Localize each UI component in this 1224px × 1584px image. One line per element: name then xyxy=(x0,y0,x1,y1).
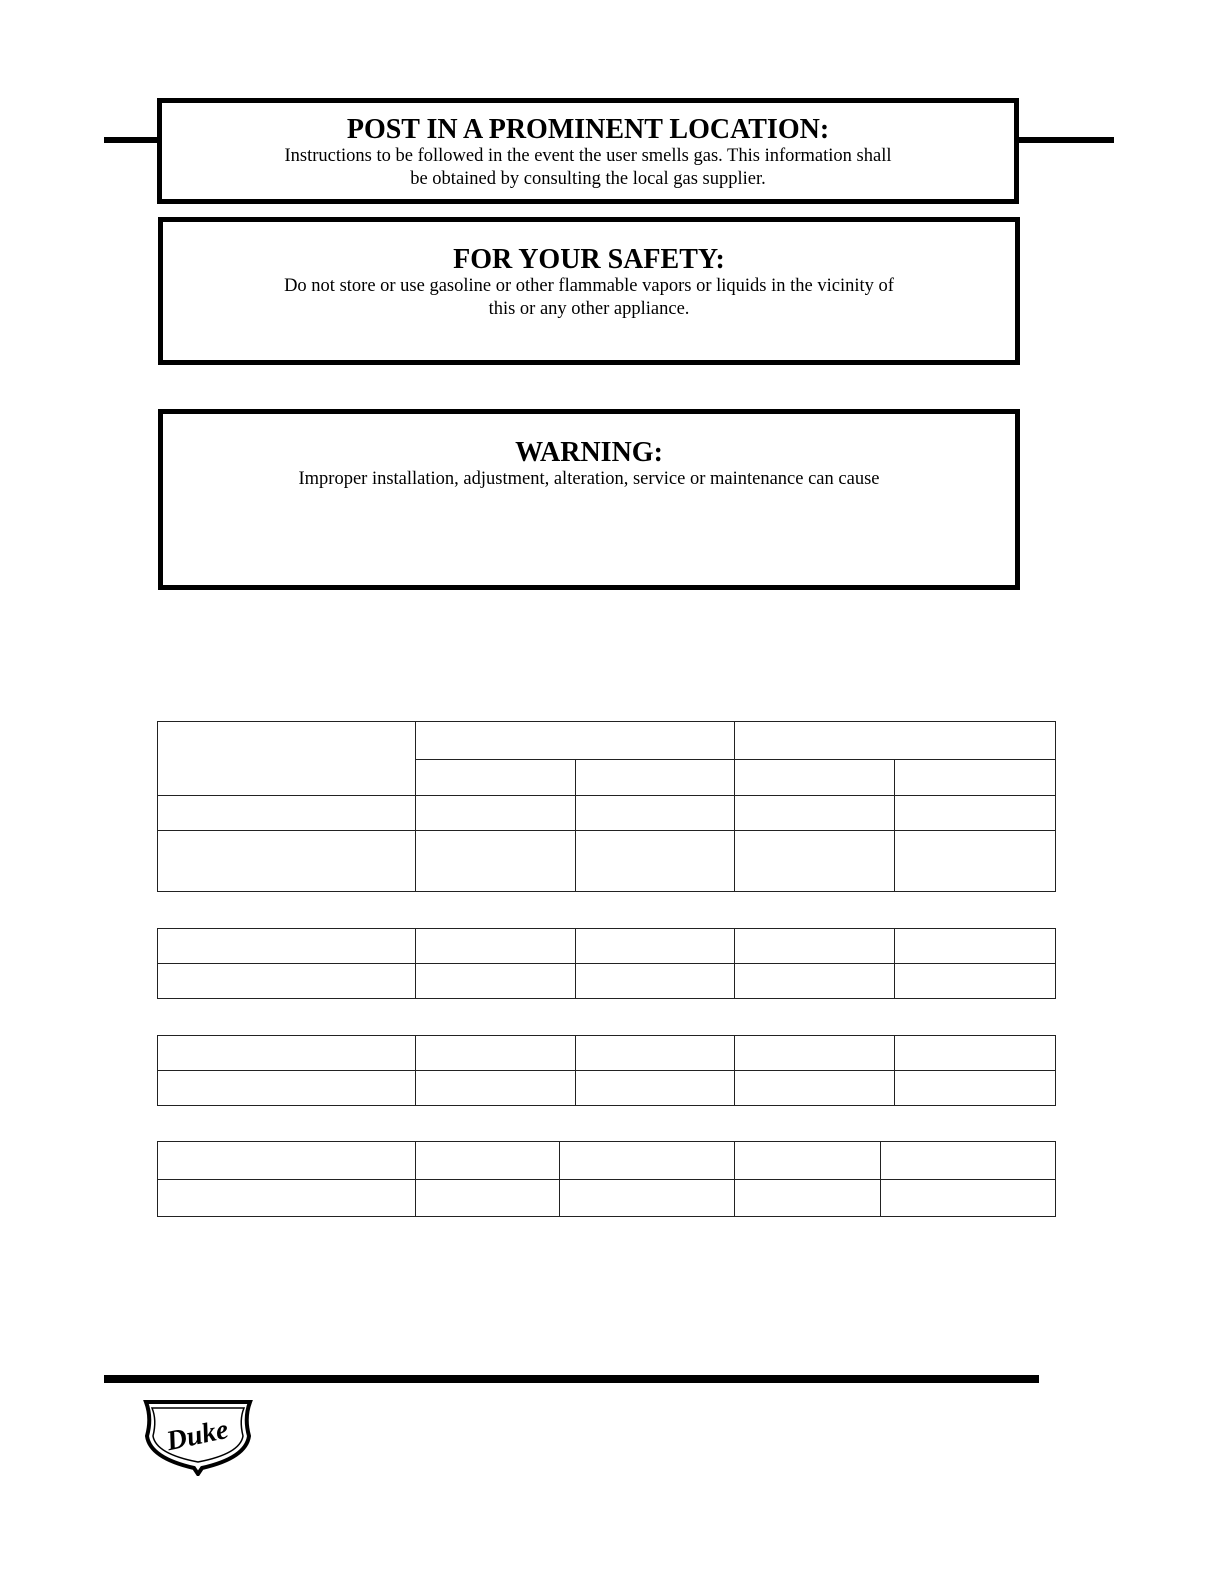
table-cell xyxy=(158,1036,416,1071)
table-cell xyxy=(576,964,735,999)
table-row xyxy=(158,831,1056,892)
table-cell xyxy=(158,1071,416,1106)
table-cell xyxy=(576,831,735,892)
table-cell xyxy=(895,760,1056,796)
table-cell xyxy=(895,929,1056,964)
table-row xyxy=(158,1142,1056,1180)
top-rule-left xyxy=(104,137,162,143)
table-cell xyxy=(735,796,895,831)
table-cell xyxy=(576,760,735,796)
table-header-group xyxy=(416,722,735,760)
spec-table-4 xyxy=(157,1141,1056,1217)
safety-heading: FOR YOUR SAFETY: xyxy=(453,244,725,275)
table-cell xyxy=(416,760,576,796)
table-cell xyxy=(735,929,895,964)
table-cell xyxy=(416,1142,560,1180)
table-cell xyxy=(416,929,576,964)
safety-line-1: Do not store or use gasoline or other flammable vapors or liquids in the vicinity of xyxy=(284,276,894,296)
post-location-notice xyxy=(157,98,1019,204)
table-cell xyxy=(416,1071,576,1106)
table-cell xyxy=(881,1142,1056,1180)
table-row xyxy=(158,796,1056,831)
table-row xyxy=(158,1071,1056,1106)
table-cell xyxy=(158,722,416,796)
top-rule-right xyxy=(1014,137,1114,143)
table-cell xyxy=(416,831,576,892)
footer-rule xyxy=(104,1375,1039,1383)
table-row xyxy=(158,929,1056,964)
table-cell xyxy=(576,929,735,964)
table-cell xyxy=(895,831,1056,892)
table-row xyxy=(158,1180,1056,1217)
table-cell xyxy=(735,760,895,796)
table-cell xyxy=(576,796,735,831)
table-cell xyxy=(158,831,416,892)
post-location-line-2: be obtained by consulting the local gas supplier. xyxy=(410,169,766,189)
table-cell xyxy=(735,831,895,892)
spec-table-1 xyxy=(157,721,1056,892)
table-cell xyxy=(560,1142,735,1180)
warning-heading: WARNING: xyxy=(515,437,663,468)
warning-line-1: Improper installation, adjustment, alteration, service or maintenance can cause xyxy=(298,469,880,489)
spec-table-3 xyxy=(157,1035,1056,1106)
table-cell xyxy=(158,964,416,999)
table-cell xyxy=(158,1180,416,1217)
spec-table-2 xyxy=(157,928,1056,999)
logo-wordmark: Duke xyxy=(163,1413,232,1458)
table-cell xyxy=(735,1071,895,1106)
table-cell xyxy=(735,1142,881,1180)
post-location-heading: POST IN A PROMINENT LOCATION: xyxy=(346,114,830,145)
table-cell xyxy=(895,1071,1056,1106)
table-cell xyxy=(735,1180,881,1217)
table-cell xyxy=(881,1180,1056,1217)
table-cell xyxy=(895,796,1056,831)
table-cell xyxy=(416,1180,560,1217)
table-cell xyxy=(735,964,895,999)
table-cell xyxy=(560,1180,735,1217)
table-cell xyxy=(895,1036,1056,1071)
table-cell xyxy=(416,964,576,999)
table-cell xyxy=(158,1142,416,1180)
table-cell xyxy=(416,796,576,831)
table-cell xyxy=(895,964,1056,999)
safety-notice xyxy=(158,217,1020,365)
table-cell xyxy=(576,1036,735,1071)
table-row xyxy=(158,964,1056,999)
table-row xyxy=(158,1036,1056,1071)
table-cell xyxy=(158,796,416,831)
table-cell xyxy=(416,1036,576,1071)
table-header-group xyxy=(735,722,1056,760)
duke-shield-logo-icon xyxy=(136,1396,260,1476)
post-location-line-1: Instructions to be followed in the event the user smells gas. This information shall xyxy=(284,146,892,166)
safety-line-2: this or any other appliance. xyxy=(488,299,690,319)
table-cell xyxy=(158,929,416,964)
warning-notice xyxy=(158,409,1020,590)
table-cell xyxy=(735,1036,895,1071)
table-cell xyxy=(576,1071,735,1106)
